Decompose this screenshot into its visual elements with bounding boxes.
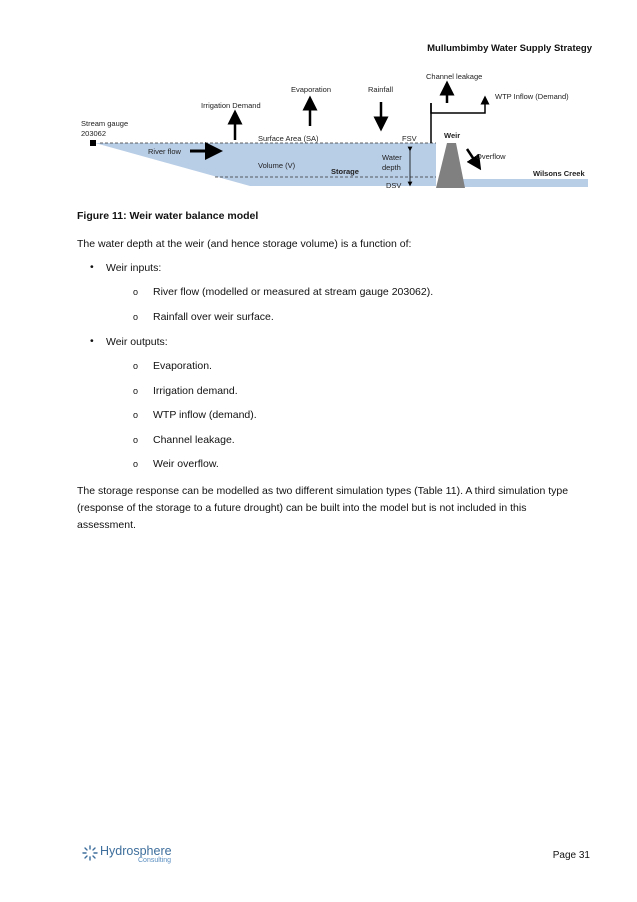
output-item: WTP inflow (demand). [153, 409, 257, 421]
page-number: Page 31 [552, 850, 590, 861]
label-wilsons-creek: Wilsons Creek [533, 169, 585, 178]
label-stream-gauge-id: 203062 [81, 129, 107, 138]
closing-line-1: The storage response can be modelled as two different simulation types (Table 11). A third simulation type [77, 485, 569, 497]
label-channel-leakage: Channel leakage [426, 72, 483, 81]
label-weir: Weir [444, 131, 461, 140]
label-dsv: DSV [386, 181, 402, 190]
wilsons-creek-water [462, 179, 588, 187]
label-river-flow: River flow [148, 147, 181, 156]
logo-subtitle: Consulting [138, 857, 172, 864]
closing-line-3: assessment. [77, 519, 136, 531]
label-rainfall: Rainfall [368, 85, 394, 94]
sub-bullet: o [133, 361, 139, 371]
output-item: Weir overflow. [153, 458, 219, 470]
bullet: • [90, 335, 94, 347]
weir-balance-diagram [0, 0, 637, 200]
output-item: Channel leakage. [153, 434, 235, 446]
outputs-heading: Weir outputs: [106, 336, 168, 348]
sub-bullet: o [133, 410, 139, 420]
logo-name: Hydrosphere [100, 844, 172, 858]
label-wtp-inflow: WTP Inflow (Demand) [495, 92, 569, 101]
weir-structure [436, 143, 465, 188]
label-fsv: FSV [402, 134, 417, 143]
output-item: Irrigation demand. [153, 385, 238, 397]
label-stream-gauge: Stream gauge [81, 119, 129, 128]
input-item: Rainfall over weir surface. [153, 311, 274, 323]
running-header: Mullumbimby Water Supply Strategy [427, 43, 592, 54]
label-water: Water [382, 153, 402, 162]
output-item: Evaporation. [153, 360, 212, 372]
label-storage: Storage [331, 167, 359, 176]
label-irrigation: Irrigation Demand [201, 101, 261, 110]
sunburst-icon [82, 845, 98, 861]
hydrosphere-logo [82, 844, 192, 868]
label-surface-area: Surface Area (SA) [258, 134, 319, 143]
closing-line-2: (response of the storage to a future drought) can be built into the model but is not included in this [77, 502, 527, 514]
sub-bullet: o [133, 287, 139, 297]
stream-gauge-marker [90, 140, 96, 146]
wtp-inflow-path [431, 100, 485, 113]
sub-bullet: o [133, 435, 139, 445]
sub-bullet: o [133, 459, 139, 469]
figure-caption: Figure 11: Weir water balance model [77, 210, 259, 222]
label-depth: depth [382, 163, 401, 172]
sub-bullet: o [133, 386, 139, 396]
label-overflow: Overflow [476, 152, 506, 161]
intro-paragraph: The water depth at the weir (and hence storage volume) is a function of: [77, 238, 412, 250]
input-item: River flow (modelled or measured at stream gauge 203062). [153, 286, 434, 298]
bullet: • [90, 261, 94, 273]
inputs-heading: Weir inputs: [106, 262, 162, 274]
sub-bullet: o [133, 312, 139, 322]
label-evaporation: Evaporation [291, 85, 332, 94]
label-volume: Volume (V) [258, 161, 296, 170]
